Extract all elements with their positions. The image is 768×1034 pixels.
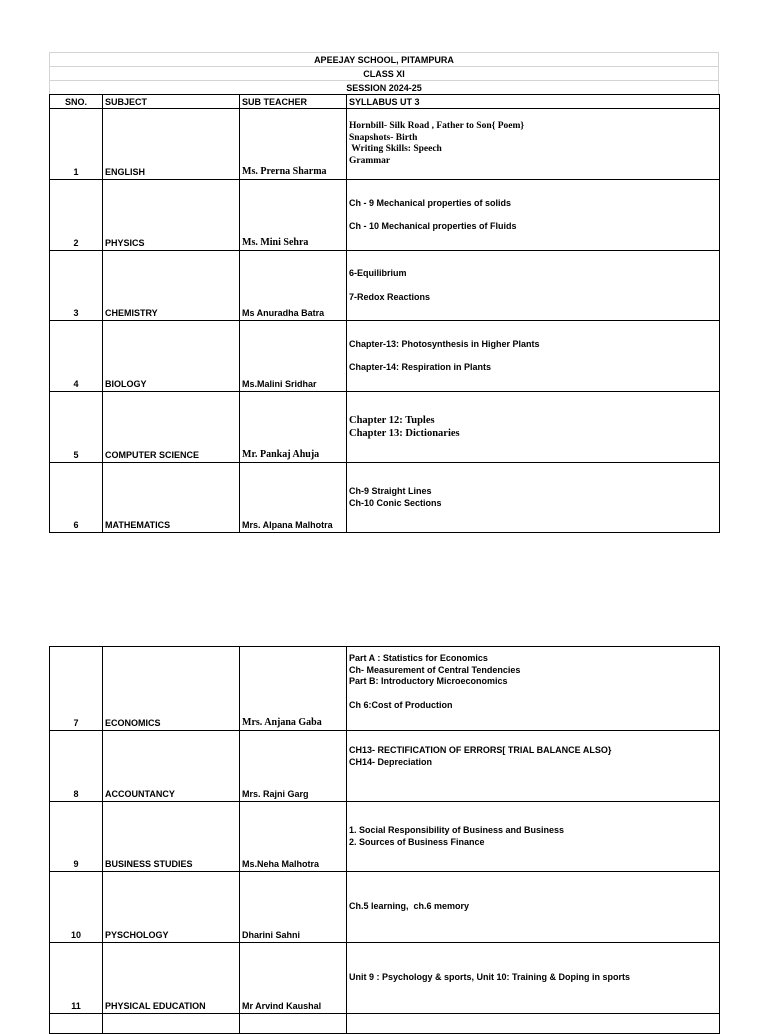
syllabus-line: Ch.5 learning, ch.6 memory bbox=[349, 901, 470, 912]
syllabus-table-1 bbox=[49, 94, 720, 533]
row-syllabus bbox=[347, 943, 720, 1014]
row-teacher: Ms.Malini Sridhar bbox=[240, 321, 347, 392]
row-teacher: Ms. Prerna Sharma bbox=[240, 109, 347, 180]
syllabus-line: Chapter-14: Respiration in Plants bbox=[349, 362, 492, 372]
syllabus-line: Ch 6:Cost of Production bbox=[349, 699, 453, 710]
row-sno: 2 bbox=[50, 180, 103, 251]
row-sno: 5 bbox=[50, 392, 103, 463]
syllabus-line: Ch-10 Conic Sections bbox=[349, 497, 442, 508]
table-row bbox=[50, 731, 720, 802]
row-teacher: Mr Arvind Kaushal bbox=[240, 943, 347, 1014]
row-sno: 9 bbox=[50, 802, 103, 872]
row-subject: BUSINESS STUDIES bbox=[103, 802, 240, 872]
syllabus-line: Snapshots- Birth bbox=[349, 132, 418, 143]
table-row bbox=[50, 321, 720, 392]
column-header-row bbox=[50, 95, 720, 109]
table-row bbox=[50, 109, 720, 180]
row-teacher: Dharini Sahni bbox=[240, 872, 347, 943]
row-subject: PHYSICS bbox=[103, 180, 240, 251]
table-row bbox=[50, 180, 720, 251]
row-syllabus bbox=[347, 802, 720, 872]
syllabus-line: Hornbill- Silk Road , Father to Son{ Poem} bbox=[349, 121, 525, 131]
row-subject: ACCOUNTANCY bbox=[103, 731, 240, 802]
class-label: CLASS XI bbox=[50, 67, 719, 81]
syllabus-line: Ch - 9 Mechanical properties of solids bbox=[349, 197, 512, 208]
syllabus-line: Ch-9 Straight Lines bbox=[349, 486, 432, 496]
table-row bbox=[50, 872, 720, 943]
row-teacher: Mr. Pankaj Ahuja bbox=[240, 392, 347, 463]
syllabus-line: Chapter 12: Tuples bbox=[349, 415, 435, 426]
school-name: APEEJAY SCHOOL, PITAMPURA bbox=[50, 53, 719, 67]
row-syllabus bbox=[347, 180, 720, 251]
row-teacher: Ms.Neha Malhotra bbox=[240, 802, 347, 872]
row-subject: MATHEMATICS bbox=[103, 463, 240, 533]
table-row bbox=[50, 802, 720, 872]
row-syllabus bbox=[347, 251, 720, 321]
syllabus-line: Chapter 13: Dictionaries bbox=[349, 428, 460, 439]
row-subject: PYSCHOLOGY bbox=[103, 872, 240, 943]
table-row bbox=[50, 392, 720, 463]
row-subject: COMPUTER SCIENCE bbox=[103, 392, 240, 463]
table-row bbox=[50, 647, 720, 731]
col-subject: SUBJECT bbox=[103, 95, 240, 109]
row-teacher: Mrs. Anjana Gaba bbox=[240, 647, 347, 731]
syllabus-line: CH13- RECTIFICATION OF ERRORS[ TRIAL BALANCE ALSO} bbox=[349, 745, 612, 755]
table-row bbox=[50, 463, 720, 533]
row-sno: 8 bbox=[50, 731, 103, 802]
syllabus-line: Writing Skills: Speech bbox=[349, 144, 442, 154]
syllabus-line: Ch- Measurement of Central Tendencies bbox=[349, 664, 521, 675]
syllabus-line: 7-Redox Reactions bbox=[349, 291, 431, 302]
row-sno: 7 bbox=[50, 647, 103, 731]
row-sno: 1 bbox=[50, 109, 103, 180]
syllabus-line: CH14- Depreciation bbox=[349, 756, 433, 767]
col-syllabus: SYLLABUS UT 3 bbox=[347, 95, 720, 109]
table-row bbox=[50, 943, 720, 1014]
row-teacher: Mrs. Rajni Garg bbox=[240, 731, 347, 802]
syllabus-table-2 bbox=[49, 646, 720, 1034]
row-sno: 3 bbox=[50, 251, 103, 321]
table-row bbox=[50, 251, 720, 321]
row-sno: 4 bbox=[50, 321, 103, 392]
row-syllabus bbox=[347, 872, 720, 943]
syllabus-line: Ch - 10 Mechanical properties of Fluids bbox=[349, 221, 517, 231]
row-subject: ENGLISH bbox=[103, 109, 240, 180]
syllabus-line: 1. Social Responsibility of Business and Business bbox=[349, 825, 565, 835]
col-sno: SNO. bbox=[50, 95, 103, 109]
row-syllabus bbox=[347, 109, 720, 180]
syllabus-line: 2. Sources of Business Finance bbox=[349, 836, 485, 847]
row-subject: BIOLOGY bbox=[103, 321, 240, 392]
row-subject: CHEMISTRY bbox=[103, 251, 240, 321]
syllabus-line: Unit 9 : Psychology & sports, Unit 10: Training & Doping in sports bbox=[349, 972, 631, 983]
row-sno: 11 bbox=[50, 943, 103, 1014]
row-teacher: Mrs. Alpana Malhotra bbox=[240, 463, 347, 533]
syllabus-line: Grammar bbox=[349, 155, 391, 166]
row-syllabus bbox=[347, 647, 720, 731]
row-subject: ECONOMICS bbox=[103, 647, 240, 731]
col-teacher: SUB TEACHER bbox=[240, 95, 347, 109]
syllabus-line: Part B: Introductory Microeconomics bbox=[349, 676, 508, 686]
syllabus-line: 6-Equilibrium bbox=[349, 268, 407, 278]
row-syllabus bbox=[347, 321, 720, 392]
row-sno: 10 bbox=[50, 872, 103, 943]
row-syllabus bbox=[347, 392, 720, 463]
row-subject: PHYSICAL EDUCATION bbox=[103, 943, 240, 1014]
syllabus-line: Part A : Statistics for Economics bbox=[349, 653, 488, 663]
row-teacher: Ms. Mini Sehra bbox=[240, 180, 347, 251]
header-table bbox=[49, 52, 719, 95]
syllabus-line: Chapter-13: Photosynthesis in Higher Plants bbox=[349, 338, 540, 349]
session-label: SESSION 2024-25 bbox=[50, 81, 719, 95]
row-syllabus bbox=[347, 463, 720, 533]
row-syllabus bbox=[347, 731, 720, 802]
row-sno: 6 bbox=[50, 463, 103, 533]
row-teacher: Ms Anuradha Batra bbox=[240, 251, 347, 321]
